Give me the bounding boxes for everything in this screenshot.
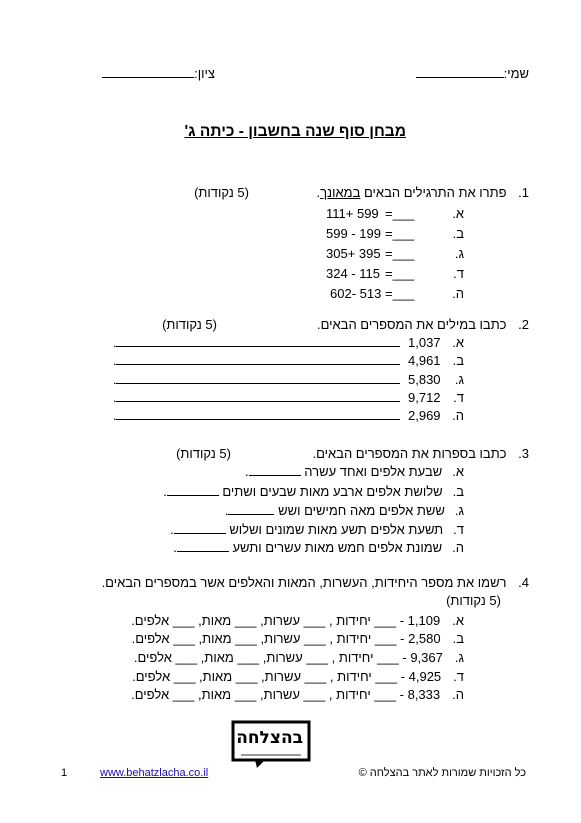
q3-item: ב.שלושת אלפים ארבע מאות שבעים ושתים .: [163, 484, 464, 499]
q2-item-value: 5,830: [408, 372, 441, 387]
q2-item-letter: ג.: [454, 372, 464, 387]
q2-answer-line[interactable]: [116, 364, 400, 365]
q1-item-answer[interactable]: =___: [385, 266, 415, 281]
q1-item-answer[interactable]: =___: [385, 206, 415, 221]
q3-answer-line[interactable]: [174, 532, 226, 534]
q3-item: ה.שמונת אלפים חמש מאות עשרים ותשע .: [173, 540, 464, 555]
q2-answer-line[interactable]: [116, 419, 400, 420]
q1-item-answer[interactable]: =___: [385, 286, 415, 301]
q2-answer-line[interactable]: [116, 401, 400, 402]
q2-item-letter: ד.: [453, 390, 464, 405]
q2-item-value: 2,969: [408, 408, 441, 423]
q1-item: ה.: [452, 286, 464, 301]
grade-label-row: [102, 66, 215, 81]
q2-text: כתבו במילים את המספרים הבאים.: [316, 317, 507, 332]
grade-label: ציון:: [194, 66, 215, 81]
q1-item-answer[interactable]: =___: [385, 246, 415, 261]
logo-text: בהצלחה: [236, 728, 303, 748]
q1-text-underlined: במאונך: [320, 185, 361, 200]
q3-item: ג.ששת אלפים מאה חמישים ושש .: [224, 503, 464, 518]
q2-answer-dot: .: [113, 353, 117, 368]
q1-number: 1.: [518, 185, 529, 200]
q2-item-letter: ה.: [452, 408, 464, 423]
q3-item: א.שבעת אלפים ואחד עשרה .: [245, 464, 464, 479]
name-label: שמי:: [503, 66, 529, 81]
q2-item-letter: א.: [452, 335, 464, 350]
q3-header: [312, 446, 529, 461]
q2-item-value: 1,037: [408, 335, 441, 350]
q1-points: (5 נקודות): [194, 185, 249, 200]
q3-text: כתבו בספרות את המספרים הבאים.: [312, 446, 507, 461]
q3-number: 3.: [518, 446, 529, 461]
q3-answer-line[interactable]: [228, 513, 274, 515]
q2-answer-dot: .: [113, 335, 117, 350]
q1-item-answer[interactable]: =___: [385, 226, 415, 241]
q1-item: ג.: [454, 246, 464, 261]
q4-text: רשמו את מספר היחידות, העשרות, המאות והאלפים אשר במספרים הבאים.: [101, 575, 507, 590]
grade-blank-line[interactable]: [102, 76, 194, 78]
q1-text: פתרו את התרגילים הבאים במאונך.: [316, 185, 507, 200]
q2-answer-dot: .: [113, 408, 117, 423]
q1-item-expr: 324 - 115: [326, 266, 380, 281]
page-title: מבחן סוף שנה בחשבון - כיתה ג': [184, 123, 406, 140]
q3-item: ד.תשעת אלפים תשע מאות שמונים ושלוש .: [170, 522, 464, 537]
q2-answer-dot: .: [113, 390, 117, 405]
q2-points: (5 נקודות): [162, 317, 217, 332]
q4-item: ג.9,367 - ___ יחידות , ___ עשרות, ___ מאות, ___ אלפים.: [133, 650, 464, 665]
q1-item: א.: [452, 206, 464, 221]
page-number: 1: [61, 767, 68, 779]
q4-points: (5 נקודות): [446, 593, 501, 608]
q2-answer-dot: .: [113, 372, 117, 387]
q1-header: [316, 185, 529, 200]
q4-number: 4.: [518, 575, 529, 590]
q4-item: א.1,109 - ___ יחידות , ___ עשרות, ___ מאות, ___ אלפים.: [131, 613, 464, 628]
q1-item-expr: 602- 513: [330, 286, 382, 301]
q4-item: ה.8,333 - ___ יחידות , ___ עשרות, ___ מאות, ___ אלפים.: [131, 687, 464, 702]
q1-item-expr: 111+ 599: [326, 206, 379, 221]
q4-item: ב.2,580 - ___ יחידות , ___ עשרות, ___ מאות, ___ אלפים.: [131, 631, 464, 646]
q1-item: ד.: [453, 266, 464, 281]
q3-answer-line[interactable]: [177, 550, 229, 552]
q2-item-value: 4,961: [408, 353, 441, 368]
q1-item-expr: 305+ 395: [326, 246, 381, 261]
copyright-text: כל הזכויות שמורות לאתר בהצלחה ©: [358, 767, 526, 779]
q3-points: (5 נקודות): [176, 446, 231, 461]
q1-item: ב.: [452, 226, 464, 241]
name-label-row: [416, 66, 529, 81]
q2-number: 2.: [518, 317, 529, 332]
q2-item-value: 9,712: [408, 390, 441, 405]
q4-item: ד.4,925 - ___ יחידות , ___ עשרות, ___ מאות, ___ אלפים.: [132, 669, 464, 684]
site-link[interactable]: www.behatzlacha.co.il: [100, 767, 209, 779]
q2-item-letter: ב.: [452, 353, 464, 368]
q2-answer-line[interactable]: [116, 346, 400, 347]
q3-answer-line[interactable]: [249, 474, 301, 476]
logo-behatzlacha: [231, 720, 313, 767]
q2-answer-line[interactable]: [116, 383, 400, 384]
q1-item-expr: 599 - 199: [326, 226, 381, 241]
q2-header: [317, 317, 529, 332]
q4-header: [102, 575, 529, 590]
name-blank-line[interactable]: [416, 76, 504, 78]
q3-answer-line[interactable]: [167, 494, 219, 496]
